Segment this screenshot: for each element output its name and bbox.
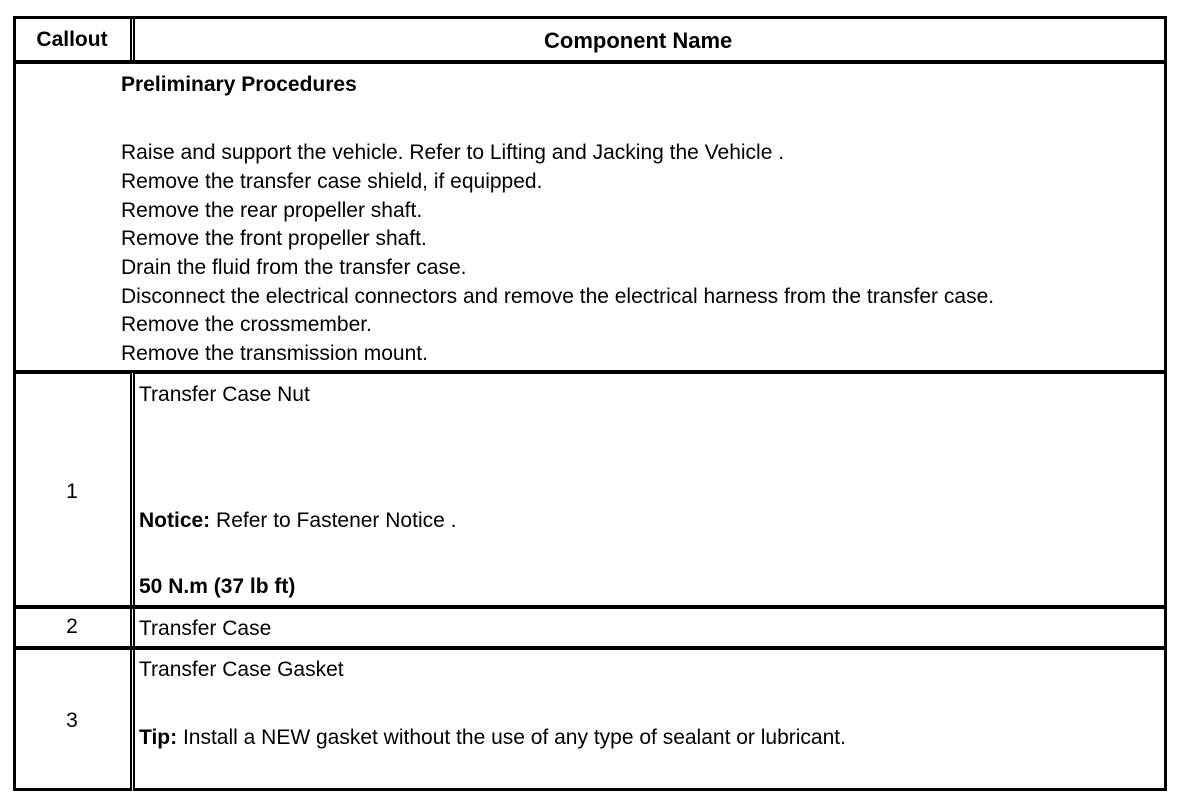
procedure-table [13,16,1167,791]
notice-text [139,507,456,536]
row-divider [16,370,1164,374]
torque-spec: 50 N.m (37 lb ft) [139,575,296,598]
notice-label: Notice: [139,509,211,532]
header-component-name: Component Name [544,28,733,53]
component-name: Transfer Case [139,617,272,640]
row-divider [16,60,1164,64]
callout-number: 2 [66,615,78,638]
tip-label: Tip: [139,726,178,749]
preliminary-step: Remove the crossmember. [121,313,372,336]
preliminary-step: Remove the transmission mount. [121,342,428,365]
preliminary-step: Disconnect the electrical connectors and remove the electrical harness from the transfer case. [121,285,995,308]
preliminary-step: Remove the front propeller shaft. [121,227,427,250]
column-divider [130,650,135,791]
header-callout: Callout [36,28,108,51]
callout-number: 3 [66,709,78,732]
preliminary-step: Raise and support the vehicle. Refer to Lifting and Jacking the Vehicle . [121,141,785,164]
preliminary-title: Preliminary Procedures [121,73,357,96]
component-name: Transfer Case Nut [139,383,310,406]
column-divider [130,19,135,61]
preliminary-step: Remove the transfer case shield, if equipped. [121,170,543,193]
column-divider [130,373,135,605]
row-divider [16,605,1164,609]
notice-body: Refer to Fastener Notice . [210,509,457,532]
tip-text [139,724,846,753]
column-divider [130,609,135,647]
tip-body: Install a NEW gasket without the use of any type of sealant or lubricant. [177,726,846,749]
preliminary-step: Remove the rear propeller shaft. [121,199,423,222]
component-name: Transfer Case Gasket [139,658,344,681]
row-divider [16,646,1164,650]
callout-number: 1 [66,480,78,503]
preliminary-step: Drain the fluid from the transfer case. [121,256,467,279]
